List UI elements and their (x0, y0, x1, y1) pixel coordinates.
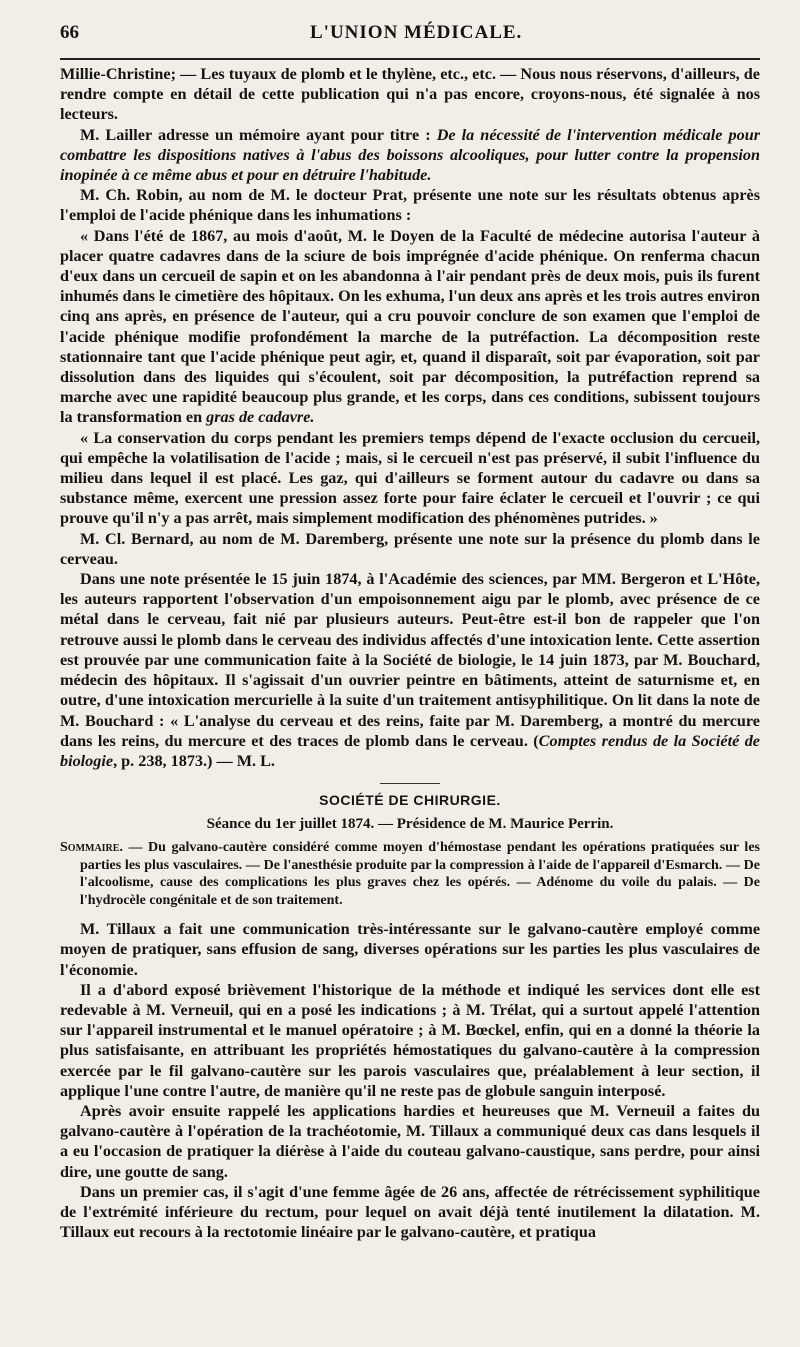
paragraph-lailler (60, 125, 760, 186)
paragraph-plomb (60, 569, 760, 771)
paragraph-tillaux-4: Dans un premier cas, il s'agit d'une femme âgée de 26 ans, affectée de rétrécissement syphilitique de l'extrémité inférieure du rectum, pour lequel on avait déjà tenté inutilement la dilatation. M. Tillaux eut recours à la rectotomie linéaire par le galvano-cautère, et pratiqua (60, 1182, 760, 1242)
plomb-end: , p. 238, 1873.) — M. L. (113, 751, 275, 770)
journal-title: L'UNION MÉDICALE. (310, 22, 523, 43)
paragraph-prat-note (60, 226, 760, 428)
paragraph-1: Millie-Christine; — Les tuyaux de plomb et le thylène, etc., etc. — Nous nous réservons, d'ailleurs, de rendre compte en détail de cette publication qui n'a pas encore, croyons-nous, été signalée à nos lecteurs. (60, 65, 760, 124)
article-body (60, 64, 760, 1242)
paragraph-conservation: « La conservation du corps pendant les premiers temps dépend de l'exacte occlusion du cercueil, qui empêche la volatilisation de l'acide ; mais, si le cercueil n'est pas préservé, il subit l'influence du milieu dans lequel il est placé. Les gaz, qui d'ailleurs se forment autour du cadavre ou dans sa substance même, exercent une pression assez forte pour faire éclater le cercueil et l'ouvrir ; ce qui prouve qu'il n'y a pas arrêt, mais simplement modification des phénomènes putrides. » (60, 428, 760, 528)
paragraph-bernard: M. Cl. Bernard, au nom de M. Daremberg, présente une note sur la présence du plomb dans le cerveau. (60, 529, 760, 568)
section-title: SOCIÉTÉ DE CHIRURGIE. (319, 792, 501, 809)
running-head (60, 22, 760, 60)
lailler-memoir-title: De la nécessité de l'intervention médicale pour combattre les dispositions natives à l'abus des boissons alcooliques, pour lutter contre la propension inopinée à ce même abus et pour en détruire l'habitude. (60, 125, 760, 185)
section-divider (380, 783, 440, 784)
page-number: 66 (60, 22, 79, 43)
plomb-citation: Comptes rendus de la Société de biologie (60, 731, 760, 770)
summary-text: — Du galvano-cautère considéré comme moyen d'hémostase pendant les opérations pratiquées sur les parties les plus vasculaires. — De l'anesthésie produite par la compression à l'aide de l'appareil d'Esmarch. — De l'alcoolisme, cause des complications les plus graves chez les opérés. — Adénome du voile du palais. — De l'hydrocèle congénitale et de son traitement. (80, 840, 760, 908)
lailler-lead: M. Lailler adresse un mémoire ayant pour titre : (80, 125, 437, 144)
plomb-text: Dans une note présentée le 15 juin 1874, à l'Académie des sciences, par MM. Bergeron et L'Hôte, les auteurs rapportent l'observation d'un empoisonnement aigu par le plomb, avec présence de ce métal dans le cerveau, fait nié par plusieurs auteurs. Peut-être est-il bon de rappeler que l'on retrouve aussi le plomb dans le cerveau des individus affectés d'une intoxication lente. Cette assertion est prouvée par une communication faite à la Société de biologie, le 14 juin 1873, par M. Bouchard, médecin des hôpitaux. Il s'agissait d'un ouvrier peintre en bâtiments, atteint de saturnisme et, en outre, d'une intoxication mercurielle à la suite d'un traitement antisyphilitique. On lit dans la note de M. Bouchard : « L'analyse du cerveau et des reins, faite par M. Daremberg, a montré du mercure dans les reins, du mercure et des traces de plomb dans le cerveau. ( (60, 570, 760, 750)
paragraph-robin: M. Ch. Robin, au nom de M. le docteur Prat, présente une note sur les résultats obtenus après l'emploi de l'acide phénique dans les inhumations : (60, 186, 760, 225)
prat-note-italic: gras de cadavre. (206, 408, 315, 427)
paragraph-tillaux-2: Il a d'abord exposé brièvement l'historique de la méthode et indiqué les services dont elle est redevable à M. Verneuil, qui en a posé les indications ; à M. Trélat, qui a surtout appelé l'attention sur l'appareil instrumental et le manuel opératoire ; à M. Bœckel, enfin, qui en a donné la théorie la plus satisfaisante, en attribuant les propriétés hémostatiques du galvano-cautère à la compression exercée par le fil galvano-cautère sur les parois vasculaires que, préalablement à leur section, il applique l'une contre l'autre, de manière qu'il ne reste pas de globule sanguin interposé. (60, 980, 760, 1100)
paragraph-tillaux-1: M. Tillaux a fait une communication très-intéressante sur le galvano-cautère employé comme moyen de pratiquer, sans effusion de sang, diverses opérations sur les parties les plus vasculaires de l'économie. (60, 920, 760, 979)
paragraph-tillaux-3: Après avoir ensuite rappelé les applications hardies et heureuses que M. Verneuil a faites du galvano-cautère à l'opération de la trachéotomie, M. Tillaux a communiqué deux cas dans lesquels il a eu l'occasion de pratiquer la diérèse à l'aide du couteau galvano-caustique, sans perdre, pour ainsi dire, une goutte de sang. (60, 1101, 760, 1181)
session-line: Séance du 1er juillet 1874. — Présidence de M. Maurice Perrin. (206, 816, 614, 833)
summary-label: Sommaire. (60, 840, 123, 856)
summary (60, 839, 760, 909)
prat-note-text: « Dans l'été de 1867, au mois d'août, M. le Doyen de la Faculté de médecine autorisa l'auteur à placer quatre cadavres dans de la sciure de bois imprégnée d'acide phénique. On renferma chacun d'eux dans un cercueil de sapin et on les abandonna à l'air pendant près de deux mois, puis ils furent inhumés dans le cimetière des hôpitaux. On les exhuma, l'un deux ans après et les trois autres environ cinq ans après, en présence de l'auteur, qui a cru pouvoir conclure de son examen que l'emploi de l'acide phénique modifie profondément la marche de la putréfaction. La décomposition reste stationnaire tant que l'acide phénique peut agir, et, quand il disparaît, soit par évaporation, soit par dissolution dans des liquides qui s'écoulent, soit par décomposition, la putréfaction reprend sa marche avec une rapidité beaucoup plus grande, et les corps, dans ces conditions, subissent toujours la transformation en (60, 226, 760, 427)
